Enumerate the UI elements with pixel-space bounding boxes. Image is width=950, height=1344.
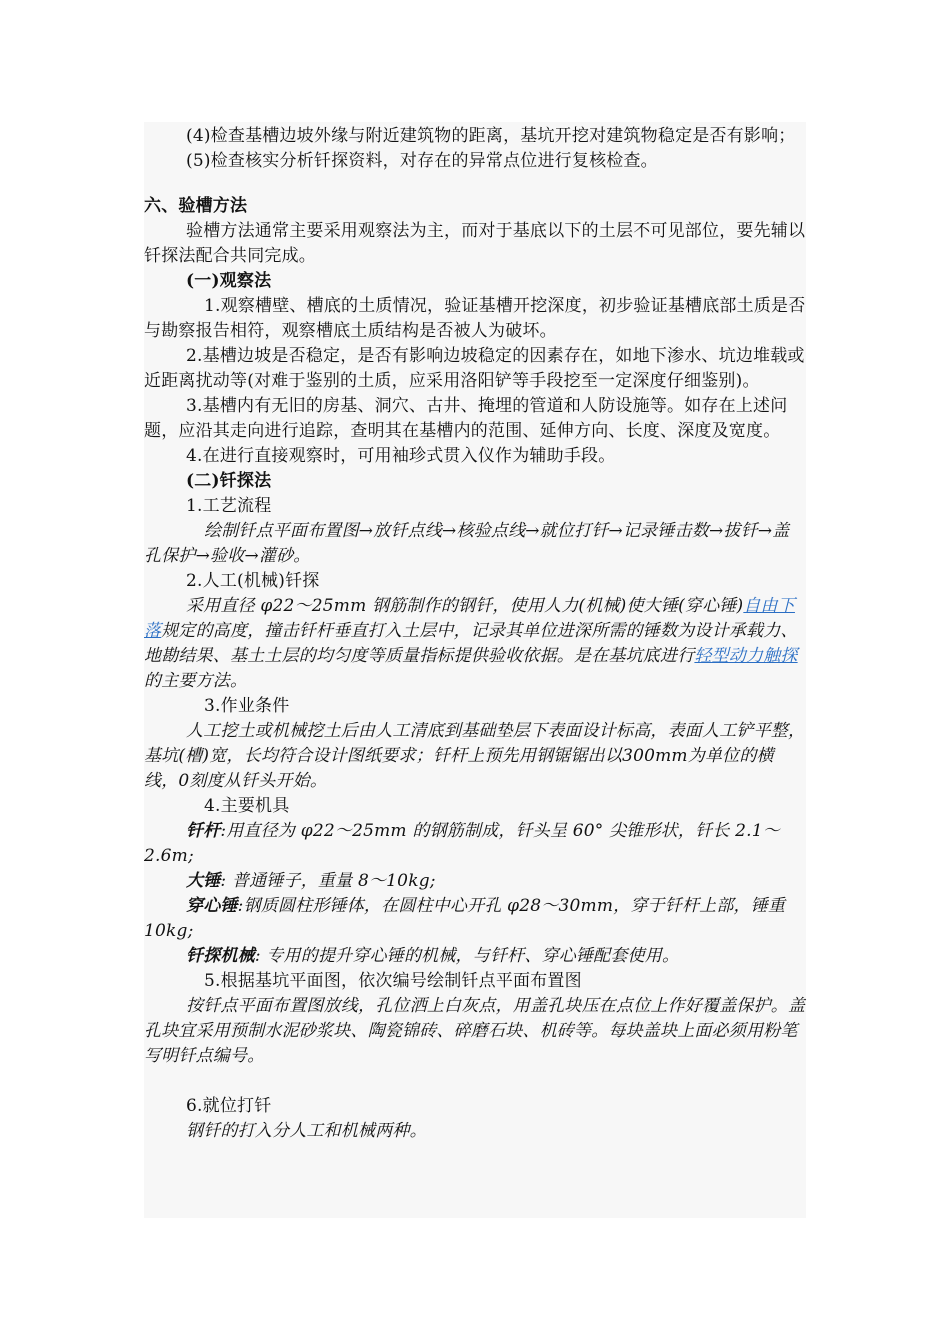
probe-heading-6: 6.就位打钎 [186,1096,272,1116]
tool-sledgehammer [144,869,806,894]
section-intro: 验槽方法通常主要采用观察法为主，而对于基底以下的土层不可见部位，要先辅以钎探法配合共同完成。 [144,221,806,266]
tool-probe-machine [144,944,806,969]
process-flow: 绘制钎点平面布置图→放钎点线→核验点线→就位打钎→记录锤击数→拔钎→盖孔保护→验收→灌砂。 [144,521,790,566]
tool-label: 穿心锤 [186,896,238,916]
subsection-observe-title: (一)观察法 [186,271,272,291]
tool-label: 钎探机械 [186,946,255,966]
probe-heading-3: 3.作业条件 [204,696,290,716]
tool-drill-rod [144,819,806,869]
manual-text-b: 规定的高度，撞击钎杆垂直打入土层中，记录其单位进深所需的锤数为设计承载力、地勘结果、基土土层的均匀度等质量指标提供验收依据。是在基坑底进行 [144,621,798,666]
subsection-probe-title: (二)钎探法 [186,471,272,491]
tool-label: 钎杆 [186,821,221,841]
item-4: (4)检查基槽边坡外缘与附近建筑物的距离，基坑开挖对建筑物稳定是否有影响； [186,126,796,146]
tool-text: :用直径为 φ22～25mm 的钢筋制成，钎头呈 60° 尖锥形状，钎长 2.1～2.6m; [144,821,780,866]
manual-text-c: 的主要方法。 [144,671,248,691]
probe-heading-4: 4.主要机具 [204,796,290,816]
tool-text: :钢质圆柱形锤体，在圆柱中心开孔 φ28～30mm，穿于钎杆上部，锤重 10kg; [144,896,786,941]
work-conditions: 人工挖土或机械挖土后由人工清底到基础垫层下表面设计标高，表面人工铲平整，基坑(槽)宽，长均符合设计图纸要求；钎杆上预先用钢锯锯出以300mm为单位的横线，0刻度从钎头开始。 [144,721,806,791]
spacer [144,1069,806,1094]
tool-hollow-hammer [144,894,806,944]
driving-methods: 钢钎的打入分人工和机械两种。 [186,1121,427,1141]
tool-text: : 普通锤子，重量 8～10kg; [220,871,436,891]
free-fall-link[interactable]: 自由下落 [144,596,795,641]
observe-point-1: 1.观察槽壁、槽底的土质情况，验证基槽开挖深度，初步验证基槽底部土质是否与勘察报告相符，观察槽底土质结构是否被人为破坏。 [144,296,806,341]
item-5: (5)检查核实分析钎探资料，对存在的异常点位进行复核检查。 [186,151,658,171]
probe-heading-5: 5.根据基坑平面图，依次编号绘制钎点平面布置图 [204,971,582,991]
dynamic-penetration-link[interactable]: 轻型动力触探 [694,646,798,666]
observe-point-2: 2.基槽边坡是否稳定，是否有影响边坡稳定的因素存在，如地下渗水、坑边堆载或近距离扰动等(对难于鉴别的土质，应采用洛阳铲等手段挖至一定深度仔细鉴别)。 [144,346,805,391]
manual-probe-text [144,594,806,694]
layout-instructions: 按钎点平面布置图放线，孔位洒上白灰点，用盖孔块压在点位上作好覆盖保护。盖孔块宜采用预制水泥砂浆块、陶瓷锦砖、碎磨石块、机砖等。每块盖块上面必须用粉笔写明钎点编号。 [144,996,806,1066]
tool-label: 大锤 [186,871,221,891]
tool-text: : 专用的提升穿心锤的机械，与钎杆、穿心锤配套使用。 [254,946,680,966]
manual-text-a: 采用直径 φ22～25mm 钢筋制作的钢钎，使用人力(机械)使大锤(穿心锤) [186,596,744,616]
section-title: 六、验槽方法 [144,196,248,216]
probe-heading-1: 1.工艺流程 [186,496,272,516]
document-body [144,124,806,1144]
observe-point-4: 4.在进行直接观察时，可用袖珍式贯入仪作为辅助手段。 [186,446,616,466]
observe-point-3: 3.基槽内有无旧的房基、洞穴、古井、掩埋的管道和人防设施等。如存在上述问题，应沿其走向进行追踪，查明其在基槽内的范围、延伸方向、长度、深度及宽度。 [144,396,788,441]
probe-heading-2: 2.人工(机械)钎探 [186,571,320,591]
